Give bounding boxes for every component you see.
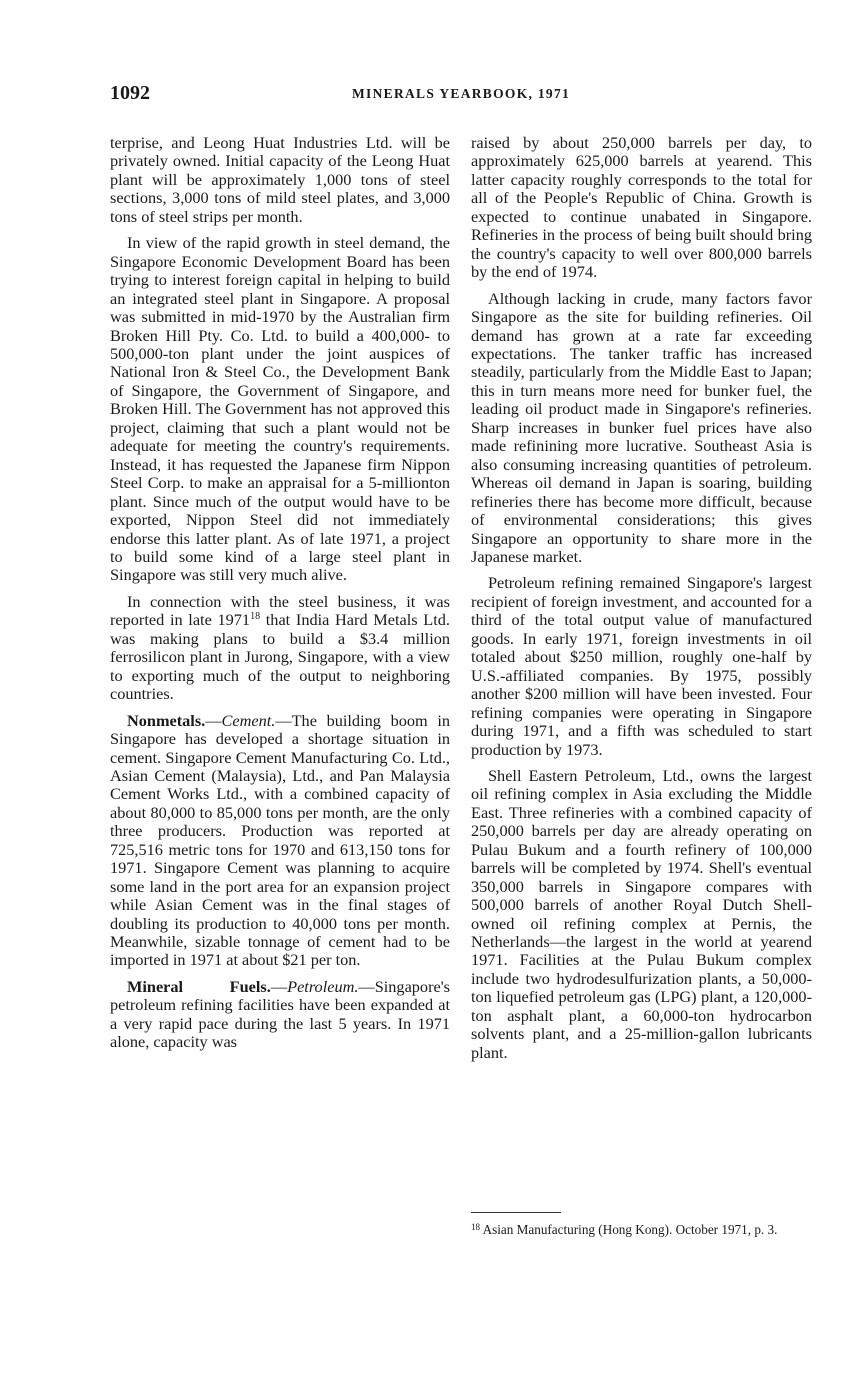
paragraph: terprise, and Leong Huat Industries Ltd. will be privately owned. Initial capacity of the Leong Huat plant will be approximately 1,000 tons of steel sections, 3,000 tons of mild steel plates, and 3,000 tons of steel strips per month.	[110, 133, 450, 226]
paragraph: Shell Eastern Petroleum, Ltd., owns the largest oil refining complex in Asia excluding the Middle East. Three refineries with a combined capacity of 250,000 barrels per day are already operating on Pulau Bukum and a fourth refinery of 100,000 barrels will be completed by 1974. Shell's eventual 350,000 barrels in Singapore compares with 500,000 barrels of another Royal Dutch Shell-owned oil refining complex at Pernis, the Netherlands—the largest in the world at yearend 1971. Facilities at the Pulau Bukum complex include two hydrodesulfurization plants, a 50,000-ton liquefied petroleum gas (LPG) plant, a 120,000-ton asphalt plant, a 60,000-ton hydrocarbon solvents plant, and a 25-million-gallon lubricants plant.	[471, 765, 812, 1062]
paragraph-text: —Singapore's petroleum refining facilities have been expanded at a very rapid pace during the last 5 years. In 1971 alone, capacity was	[110, 976, 450, 1052]
subsection-heading: Petroleum.	[287, 976, 359, 996]
footnote	[471, 1220, 812, 1238]
footnote-divider	[471, 1212, 561, 1213]
paragraph	[110, 593, 450, 704]
right-column	[471, 134, 812, 1070]
paragraph: raised by about 250,000 barrels per day, to approximately 625,000 barrels at yearend. This latter capacity roughly corresponds to the total for all of the People's Republic of China. Growth is expected to continue unabated in Singapore. Refineries in the process of being built should bring the country's capacity to well over 800,000 barrels by the end of 1974.	[471, 133, 812, 282]
paragraph: Petroleum refining remained Singapore's largest recipient of foreign investment, and accounted for a third of the total output value of manufactured goods. In early 1971, foreign investments in oil totaled about $250 million, roughly one-half by U.S.-affiliated companies. By 1975, possibly another $200 million will have been invested. Four refining companies were operating in Singapore during 1971, and a fifth was scheduled to start production by 1973.	[471, 573, 812, 759]
subsection-heading: Cement.	[221, 710, 276, 730]
paragraph: Mineral Fuels.—Petroleum.—Singapore's petroleum refining facilities have been expanded at a very rapid pace during the last 5 years. In 1971 alone, capacity was	[110, 976, 450, 1052]
footnote-text: Asian Manufacturing (Hong Kong). October 1971, p. 3.	[482, 1222, 778, 1237]
section-heading: Mineral Fuels.	[127, 976, 271, 996]
section-heading: Nonmetals.	[127, 710, 206, 730]
left-column	[110, 134, 450, 1060]
paragraph-text: In connection with the steel business, it was reported in late 1971	[110, 591, 450, 630]
footnote-reference: 18	[250, 611, 261, 623]
running-title: MINERALS YEARBOOK, 1971	[352, 86, 571, 101]
footnote-mark: 18	[471, 1222, 480, 1232]
paragraph-text: that India Hard Metals Ltd. was making plans to build a $3.4 million ferrosilicon plant in Jurong, Singapore, with a view to exporting much of the output to neighboring countries.	[110, 610, 450, 704]
paragraph: Nonmetals.—Cement.—The building boom in Singapore has developed a shortage situation in cement. Singapore Cement Manufacturing Co. Ltd., Asian Cement (Malaysia), Ltd., and Pan Malaysia Cement Works Ltd., with a combined capacity of about 80,000 to 85,000 tons per month, are the only three producers. Production was reported at 725,516 metric tons for 1970 and 613,150 tons for 1971. Singapore Cement was planning to acquire some land in the port area for an expansion project while Asian Cement was in the final stages of doubling its production to 40,000 tons per month. Meanwhile, sizable tonnage of cement had to be imported in 1971 at about $21 per ton.	[110, 710, 450, 970]
paragraph: In view of the rapid growth in steel demand, the Singapore Economic Development Board has been trying to interest foreign capital in helping to build an integrated steel plant in Singapore. A proposal was submitted in mid-1970 by the Australian firm Broken Hill Pty. Co. Ltd. to build a 400,000- to 500,000-ton plant under the joint auspices of National Iron & Steel Co., the Development Bank of Singapore, the Government of Singapore, and Broken Hill. The Government has not approved this project, claiming that such a plant would not be adequate for meeting the country's requirements. Instead, it has requested the Japanese firm Nippon Steel Corp. to make an appraisal for a 5-millionton plant. Since much of the output would have to be exported, Nippon Steel did not immediately endorse this latter plant. As of late 1971, a project to build some kind of a large steel plant in Singapore was still very much alive.	[110, 233, 450, 585]
paragraph: Although lacking in crude, many factors favor Singapore as the site for building refineries. Oil demand has grown at a rate far exceeding expectations. The tanker traffic has increased steadily, particularly from the Middle East to Japan; this in turn means more need for bunker fuel, the leading oil product made in Singapore's refineries. Sharp increases in bunker fuel prices have also made refinining more lucrative. Southeast Asia is also consuming increasing quantities of petroleum. Whereas oil demand in Japan is soaring, building refineries there has become more difficult, because of environmental considerations; this gives Singapore an opportunity to share more in the Japanese market.	[471, 288, 812, 566]
page-number: 1092	[110, 82, 150, 104]
paragraph-text: —The building boom in Singapore has developed a shortage situation in cement. Singapore Cement Manufacturing Co. Ltd., Asian Cement (Malaysia), Ltd., and Pan Malaysia Cement Works Ltd., with a combined capacity of about 80,000 to 85,000 tons per month, are the only three producers. Production was reported at 725,516 metric tons for 1970 and 613,150 tons for 1971. Singapore Cement was planning to acquire some land in the port area for an expansion project while Asian Cement was in the final stages of doubling its production to 40,000 tons per month. Meanwhile, sizable tonnage of cement had to be imported in 1971 at about $21 per ton.	[110, 710, 450, 970]
